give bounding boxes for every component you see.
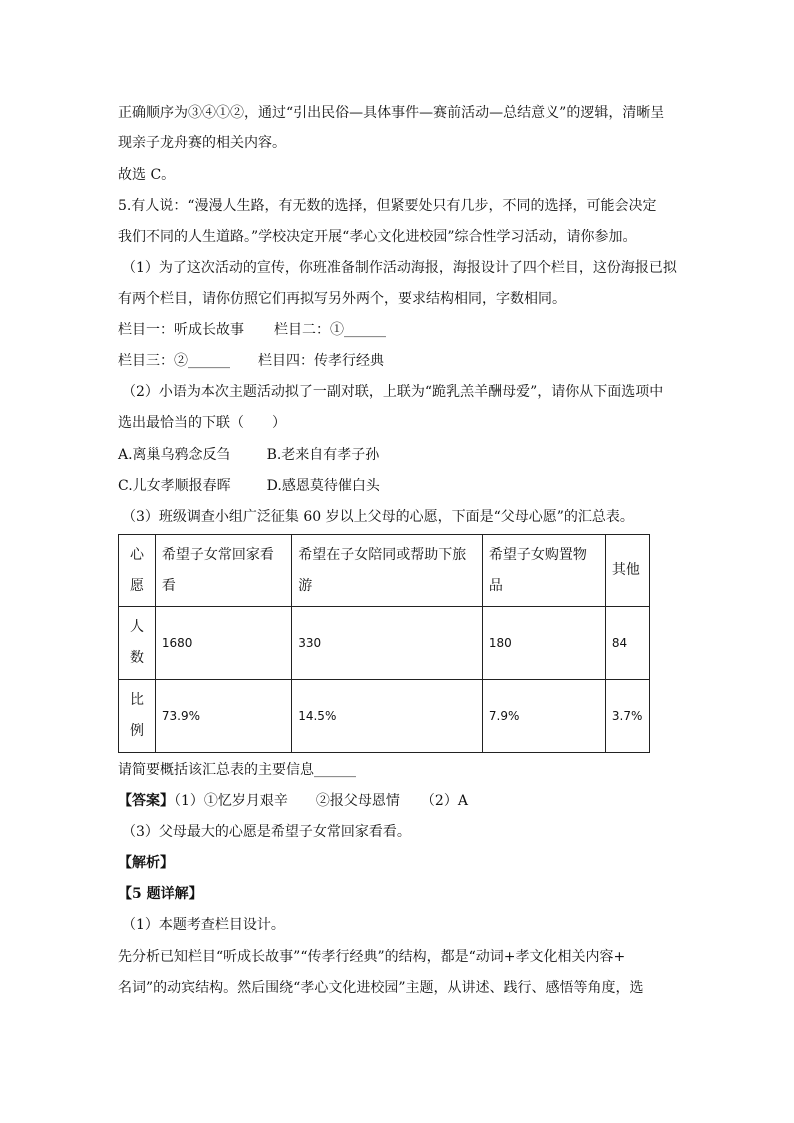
text-line: 有两个栏目，请你仿照它们再拟写另外两个，要求结构相同，字数相同。 — [118, 291, 566, 307]
sub-question-2: （2）小语为本次主题活动拟了一副对联，上联为“跪乳羔羊酬母爱”，请你从下面选项中 — [122, 384, 664, 400]
table-row-header: 人 数 — [119, 607, 156, 680]
option-c: C.儿女孝顺报春晖 — [118, 478, 231, 494]
table-cell: 180 — [482, 607, 605, 680]
text-line: 名词”的动宾结构。然后围绕“孝心文化进校园”主题，从讲述、践行、感悟等角度，选 — [118, 980, 644, 996]
parents-wish-table — [118, 534, 650, 753]
answer-heading: 【答案】 — [118, 793, 174, 809]
table-cell: 希望子女购置物品 — [482, 535, 605, 607]
table-cell: 希望在子女陪同或帮助下旅游 — [292, 535, 483, 607]
options-row-1 — [118, 445, 379, 465]
text-line: 正确顺序为③④①②，通过“引出民俗—具体事件—赛前活动—总结意义”的逻辑，清晰呈 — [118, 105, 665, 121]
table-cell: 330 — [292, 607, 483, 680]
text-line: 我们不同的人生道路。”学校决定开展“孝心文化进校园”综合性学习活动，请你参加。 — [118, 229, 637, 245]
answer-line: （3）父母最大的心愿是希望子女常回家看看。 — [122, 824, 411, 840]
table-cell: 7.9% — [482, 680, 605, 753]
table-row — [119, 535, 650, 607]
table-cell: 其他 — [605, 535, 649, 607]
sub-question-1: （1）为了这次活动的宣传，你班准备制作活动海报，海报设计了四个栏目，这份海报已拟 — [122, 260, 677, 276]
column-two-blank: 栏目二：①______ — [274, 322, 386, 338]
sub-question-3: （3）班级调查小组广泛征集 60 岁以上父母的心愿，下面是“父母心愿”的汇总表。 — [122, 509, 634, 525]
table-cell: 73.9% — [155, 680, 291, 753]
option-b: B.老来自有孝子孙 — [266, 447, 380, 463]
column-four: 栏目四：传孝行经典 — [258, 353, 384, 369]
column-one: 栏目一：听成长故事 — [118, 322, 244, 338]
analysis-heading: 【解析】 — [118, 855, 174, 871]
answer-text: （1）①忆岁月艰辛 ②报父母恩情 （2）A — [174, 793, 468, 809]
answer-line — [118, 791, 468, 811]
options-row-2 — [118, 476, 380, 496]
option-a: A.离巢乌鸦念反刍 — [118, 447, 231, 463]
table-row — [119, 680, 650, 753]
column-row-2 — [118, 351, 384, 371]
table-cell: 84 — [605, 607, 649, 680]
table-cell: 1680 — [155, 607, 291, 680]
column-three-blank: 栏目三：②______ — [118, 353, 230, 369]
summary-question: 请简要概括该汇总表的主要信息______ — [118, 762, 356, 778]
question-5-detail-heading: 【5 题详解】 — [118, 886, 203, 902]
question-5-stem: 5.有人说：“漫漫人生路，有无数的选择，但紧要处只有几步，不同的选择，可能会决定 — [118, 198, 657, 214]
table-cell: 希望子女常回家看看 — [155, 535, 291, 607]
table-row — [119, 607, 650, 680]
text-line: 故选 C。 — [118, 167, 176, 183]
option-d: D.感恩莫待催白头 — [266, 478, 380, 494]
column-row-1 — [118, 320, 386, 340]
text-line: 现亲子龙舟赛的相关内容。 — [118, 135, 286, 151]
table-cell: 3.7% — [605, 680, 649, 753]
table-cell: 14.5% — [292, 680, 483, 753]
table-row-header: 比 例 — [119, 680, 156, 753]
table-row-header: 心 愿 — [119, 535, 156, 607]
text-line: （1）本题考查栏目设计。 — [122, 917, 285, 933]
text-line: 选出最恰当的下联（ ） — [118, 415, 286, 431]
text-line: 先分析已知栏目“听成长故事”“传孝行经典”的结构，都是“动词+孝文化相关内容+ — [118, 949, 626, 965]
